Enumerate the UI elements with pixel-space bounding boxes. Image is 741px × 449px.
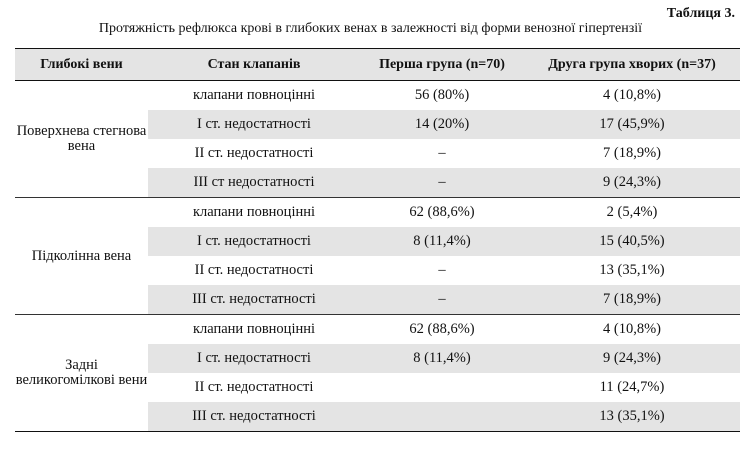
header-group-2: Друга група хворих (n=37) <box>524 49 740 81</box>
group2-value-cell: 4 (10,8%) <box>524 81 740 111</box>
header-valve-state: Стан клапанів <box>148 49 360 81</box>
group2-value-cell: 17 (45,9%) <box>524 110 740 139</box>
group1-value-cell: 8 (11,4%) <box>360 227 524 256</box>
table-number: Таблиця 3. <box>666 6 735 21</box>
valve-state-cell: клапани повноцінні <box>148 315 360 345</box>
vein-group-name: Задні великогомілкові вени <box>15 315 148 432</box>
group1-value-cell: 56 (80%) <box>360 81 524 111</box>
table-row <box>15 81 740 111</box>
valve-state-cell: ІІ ст. недостатності <box>194 379 314 395</box>
valve-state-cell: клапани повноцінні <box>148 81 360 111</box>
valve-state-cell: ІІІ ст. недостатності <box>148 402 360 432</box>
group1-value-cell: – <box>438 145 446 161</box>
header-group-1: Перша група (n=70) <box>360 49 524 81</box>
valve-state-cell: ІІ ст. недостатності <box>194 145 314 161</box>
valve-state-cell: клапани повноцінні <box>148 198 360 228</box>
group1-value-cell: – <box>360 168 524 198</box>
group1-value-cell: 8 (11,4%) <box>360 344 524 373</box>
group2-value-cell: 13 (35,1%) <box>599 262 665 278</box>
vein-group-name: Поверхнева стегнова вена <box>15 81 148 198</box>
group1-value-cell: 62 (88,6%) <box>360 198 524 228</box>
valve-state-cell: ІІІ ст недостатності <box>148 168 360 198</box>
group1-value-cell: 62 (88,6%) <box>360 315 524 345</box>
group2-value-cell: 13 (35,1%) <box>524 402 740 432</box>
group2-value-cell: 11 (24,7%) <box>599 379 665 395</box>
group2-value-cell: 9 (24,3%) <box>524 168 740 198</box>
group2-value-cell: 9 (24,3%) <box>524 344 740 373</box>
valve-state-cell: І ст. недостатності <box>148 344 360 373</box>
table-row <box>15 315 740 345</box>
group2-value-cell: 2 (5,4%) <box>524 198 740 228</box>
group1-value-cell <box>360 402 524 432</box>
group1-value-cell <box>360 373 524 402</box>
group1-value-cell: – <box>360 285 524 315</box>
valve-state-cell: І ст. недостатності <box>148 110 360 139</box>
group2-value-cell: 7 (18,9%) <box>603 145 661 161</box>
table-caption: Протяжність рефлюкса крові в глибоких венах в залежності від форми венозної гіпертензії <box>98 21 643 36</box>
valve-state-cell: ІІІ ст. недостатності <box>148 285 360 315</box>
group2-value-cell: 15 (40,5%) <box>524 227 740 256</box>
group1-value-cell: – <box>438 262 446 278</box>
valve-state-cell: ІІ ст. недостатності <box>194 262 314 278</box>
group2-value-cell: 4 (10,8%) <box>524 315 740 345</box>
reflux-table <box>15 48 740 432</box>
valve-state-cell: І ст. недостатності <box>148 227 360 256</box>
vein-group-name: Підколінна вена <box>15 198 148 315</box>
table-row <box>15 198 740 228</box>
group2-value-cell: 7 (18,9%) <box>524 285 740 315</box>
header-deep-veins: Глибокі вени <box>15 49 148 81</box>
group1-value-cell: 14 (20%) <box>360 110 524 139</box>
header-row <box>15 49 740 81</box>
